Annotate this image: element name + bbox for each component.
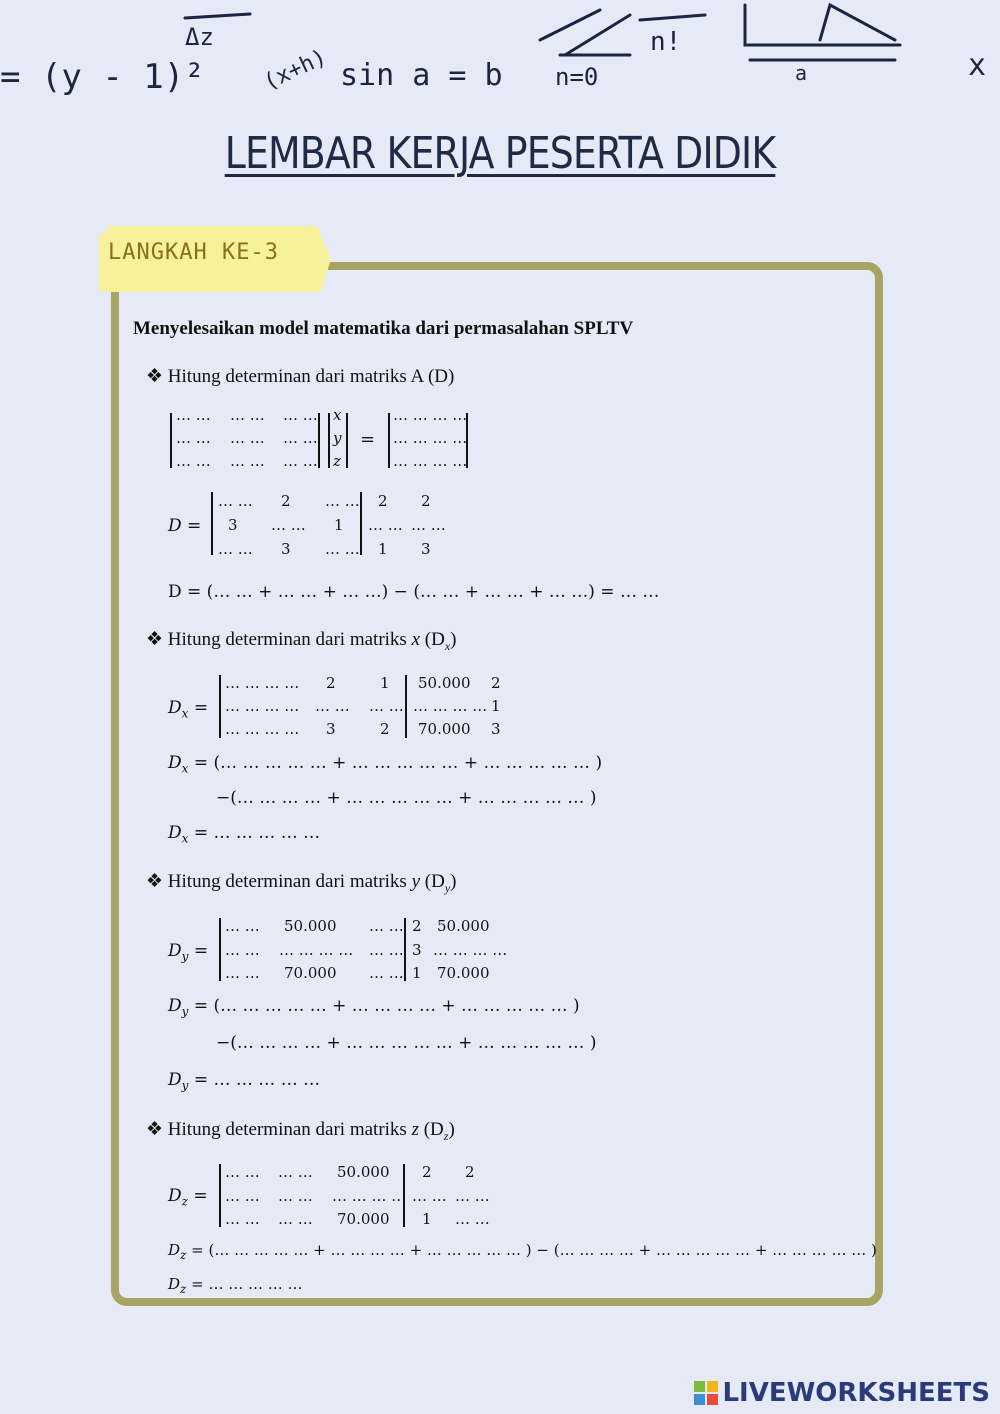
bullet-dx: ❖ Hitung determinan dari matriks x $(D_x)$ bbox=[146, 629, 457, 653]
bullet-dz: ❖ Hitung determinan dari matriks z $(D_z)$ bbox=[146, 1119, 455, 1143]
math-text: … … bbox=[225, 941, 260, 959]
header-formula-6: a bbox=[795, 61, 808, 85]
math-text: $D_x$ = (… … … … … + … … … … … + … … … … … ) bbox=[168, 753, 603, 776]
math-text: … … bbox=[315, 697, 350, 715]
math-text: y bbox=[333, 429, 342, 447]
math-text: … … … … bbox=[225, 674, 300, 692]
math-text: … … … … bbox=[413, 697, 488, 715]
math-text: … … bbox=[218, 540, 253, 558]
math-text: … … bbox=[325, 540, 360, 558]
math-text: 3 bbox=[412, 941, 422, 959]
math-text: … … bbox=[218, 492, 253, 510]
bullet-diamond-icon: ❖ bbox=[146, 871, 164, 892]
math-text: 3 bbox=[421, 540, 431, 558]
header-formula-2: Δz bbox=[185, 23, 214, 51]
math-text: x bbox=[333, 406, 342, 424]
matrix-bracket bbox=[360, 492, 362, 555]
math-text: 2 bbox=[422, 1163, 432, 1181]
math-text: … … bbox=[230, 452, 265, 470]
matrix-bracket bbox=[328, 413, 330, 468]
matrix-bracket bbox=[219, 675, 221, 738]
math-text: … … bbox=[369, 697, 404, 715]
bullet-diamond-icon: ❖ bbox=[146, 366, 164, 387]
math-text: $D_x$ = … … … … … bbox=[168, 823, 321, 846]
math-text: … … bbox=[230, 406, 265, 424]
math-text: 2 bbox=[412, 917, 422, 935]
math-text: … … bbox=[230, 429, 265, 447]
math-text: … … bbox=[176, 406, 211, 424]
math-text: … … … … bbox=[393, 429, 468, 447]
math-text: $D_z$ = … … … … … bbox=[168, 1275, 303, 1296]
matrix-bracket bbox=[405, 675, 407, 738]
math-text: 70.000 bbox=[437, 964, 490, 982]
math-text: 3 bbox=[281, 540, 291, 558]
math-text: 2 bbox=[465, 1163, 475, 1181]
matrix-bracket bbox=[404, 918, 406, 981]
math-text: … … … … bbox=[393, 452, 468, 470]
math-text: −(… … … … + … … … … … + … … … … … ) bbox=[216, 788, 597, 808]
math-text: … … bbox=[369, 917, 404, 935]
math-text: 1 bbox=[412, 964, 422, 982]
math-text: … … bbox=[325, 492, 360, 510]
math-text: $D_x$ = bbox=[168, 698, 209, 721]
math-text: … … bbox=[271, 516, 306, 534]
math-text: −(… … … … + … … … … … + … … … … … ) bbox=[216, 1033, 597, 1053]
matrix-bracket bbox=[318, 413, 320, 468]
math-text: 2 bbox=[378, 492, 388, 510]
math-text: … … bbox=[455, 1210, 490, 1228]
math-text: 2 bbox=[281, 492, 291, 510]
math-text: … … bbox=[278, 1187, 313, 1205]
bullet-diamond-icon: ❖ bbox=[146, 629, 164, 650]
math-text: $D_z$ = (… … … … … + … … … … + … … … … … ) − (… … … … + … … … … … + … … … … … ) bbox=[168, 1241, 877, 1262]
math-text: … … … … bbox=[393, 406, 468, 424]
math-text: … … bbox=[412, 1187, 447, 1205]
step-tab-label: LANGKAH KE-3 bbox=[108, 240, 279, 265]
matrix-bracket bbox=[219, 918, 221, 981]
matrix-bracket bbox=[219, 1164, 221, 1227]
bullet-diamond-icon: ❖ bbox=[146, 1119, 164, 1140]
math-text: 50.000 bbox=[437, 917, 490, 935]
math-text: … … bbox=[225, 964, 260, 982]
brand-grid-icon bbox=[694, 1381, 718, 1405]
math-text: $D_y$ = (… … … … … + … … … … + … … … … … ) bbox=[168, 996, 580, 1019]
math-text: … … … … bbox=[225, 697, 300, 715]
matrix-bracket bbox=[346, 413, 348, 468]
header-formula-3: sin a = b bbox=[340, 58, 503, 93]
math-text: 2 bbox=[380, 720, 390, 738]
math-text: 70.000 bbox=[284, 964, 337, 982]
math-text: … … bbox=[411, 516, 446, 534]
math-text: … … bbox=[455, 1187, 490, 1205]
math-text: $D_y$ = … … … … … bbox=[168, 1070, 321, 1093]
header-formula-4: n=0 bbox=[555, 63, 599, 91]
math-text: … … bbox=[225, 917, 260, 935]
section-heading: Menyelesaikan model matematika dari permasalahan SPLTV bbox=[133, 318, 634, 339]
math-text: 2 bbox=[421, 492, 431, 510]
math-text: … … bbox=[225, 1163, 260, 1181]
math-text: … … … … bbox=[225, 720, 300, 738]
math-text: … … bbox=[283, 429, 318, 447]
math-text: 1 bbox=[491, 697, 501, 715]
header-formula-5: n! bbox=[650, 27, 682, 57]
matrix-bracket bbox=[388, 413, 390, 468]
content-frame bbox=[111, 262, 883, 1306]
math-text: 1 bbox=[334, 516, 344, 534]
math-text: … … bbox=[369, 941, 404, 959]
math-text: … … bbox=[225, 1187, 260, 1205]
math-text: … … … … bbox=[433, 941, 508, 959]
math-text: … … … … bbox=[279, 941, 354, 959]
math-text: … … bbox=[283, 452, 318, 470]
math-text: … … bbox=[283, 406, 318, 424]
math-text: z bbox=[333, 452, 341, 470]
math-text: $D_y$ = bbox=[168, 941, 209, 964]
math-text: 1 bbox=[422, 1210, 432, 1228]
math-text: 70.000 bbox=[337, 1210, 390, 1228]
header-formula-1: = (y - 1)² bbox=[0, 57, 205, 97]
page-title: LEMBAR KERJA PESERTA DIDIK bbox=[224, 128, 776, 179]
math-text: … … bbox=[368, 516, 403, 534]
bullet-dy: ❖ Hitung determinan dari matriks y $(D_y)$ bbox=[146, 871, 457, 895]
math-text: = bbox=[360, 429, 376, 450]
math-text: 50.000 bbox=[337, 1163, 390, 1181]
math-text: … … bbox=[278, 1163, 313, 1181]
bullet-d: ❖ Hitung determinan dari matriks A (D) bbox=[146, 366, 455, 387]
header-formula-8: (x+h) bbox=[259, 44, 331, 96]
math-text: D = bbox=[168, 516, 202, 536]
math-text: … … bbox=[225, 1210, 260, 1228]
header-formula-7: x bbox=[968, 48, 987, 83]
det-d-result: D = (… … + … … + … …) − (… … + … … + … …) = … … bbox=[168, 582, 660, 602]
matrix-bracket bbox=[211, 492, 213, 555]
handwritten-math-header bbox=[0, 0, 1000, 110]
matrix-bracket bbox=[170, 413, 172, 468]
math-text: 50.000 bbox=[418, 674, 471, 692]
math-text: 3 bbox=[228, 516, 238, 534]
math-text: 2 bbox=[326, 674, 336, 692]
math-text: 50.000 bbox=[284, 917, 337, 935]
math-text: … … bbox=[278, 1210, 313, 1228]
math-text: … … bbox=[176, 452, 211, 470]
math-text: 2 bbox=[491, 674, 501, 692]
math-text: 70.000 bbox=[418, 720, 471, 738]
math-text: … … … … bbox=[332, 1187, 407, 1205]
math-text: 3 bbox=[491, 720, 501, 738]
math-text: $D_z$ = bbox=[168, 1186, 208, 1209]
math-text: 1 bbox=[380, 674, 390, 692]
math-text: … … bbox=[176, 429, 211, 447]
math-text: 3 bbox=[326, 720, 336, 738]
math-text: 1 bbox=[378, 540, 388, 558]
liveworksheets-logo: LIVEWORKSHEETS bbox=[694, 1378, 990, 1408]
math-text: … … bbox=[369, 964, 404, 982]
